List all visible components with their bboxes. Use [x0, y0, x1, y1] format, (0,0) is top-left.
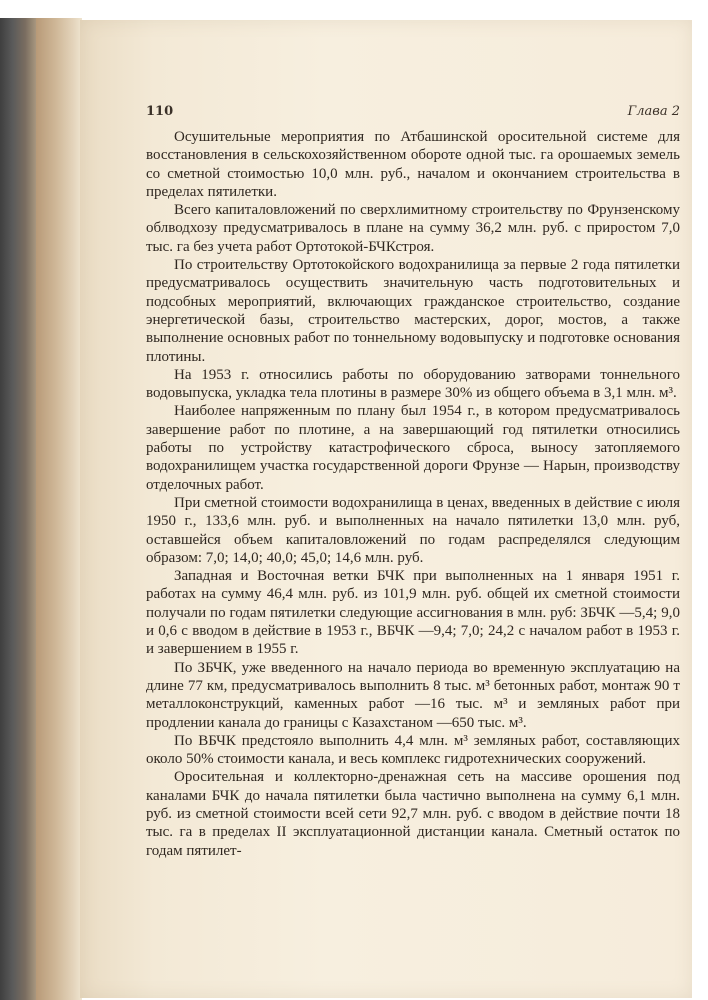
paragraph: Оросительная и коллекторно-дренажная сеть на массиве орошения под каналами БЧК до начала пятилетки была частично выполнена на сумму 6,1 млн. руб. из сметной стоимости всей сети 92,7 млн. руб. с вводом в действие почти 18 тыс. га в пределах II эксплуатационной дистанции канала. Сметный остаток по годам пятилет-: [146, 769, 680, 859]
paragraph: По ЗБЧК, уже введенного на начало периода во временную эксплуатацию на длине 77 км, предусматривалось выполнить 8 тыс. м³ бетонных работ, монтаж 90 т металлоконструкций, каменных работ —16 тыс. м³ и земляных работ при продлении канала до границы с Казахстаном —650 тыс. м³.: [146, 659, 680, 731]
paragraph: При сметной стоимости водохранилища в ценах, введенных в действие с июля 1950 г., 133,6 млн. руб. и выполненных на начало пятилетки 13,0 млн. руб, оставшейся объем капиталовложений по годам распределялся следующим образом: 7,0; 14,0; 40,0; 45,0; 14,6 млн. руб.: [146, 494, 680, 566]
paragraph: Западная и Восточная ветки БЧК при выполненных на 1 января 1951 г. работах на сумму 46,4 млн. руб. из 101,9 млн. руб. общей их сметной стоимости получали по годам пятилетки следующие ассигнования в млн. руб: ЗБЧК —5,4; 9,0 и 0,6 с вводом в действие в 1953 г., ВБЧК —9,4; 7,0; 24,2 с началом работ в 1953 г. и завершением в 1955 г.: [146, 568, 680, 658]
chapter-title: Глава 2: [627, 104, 680, 119]
running-header: [146, 104, 680, 122]
paragraph: По строительству Ортотокойского водохранилища за первые 2 года пятилетки предусматривалось осуществить значительную часть подготовительных и подсобных мероприятий, включающих гражданское строительство, создание энергетической базы, строительство мастерских, дорог, мостов, а также выполнение основных работ по тоннельному водовыпуску и подготовке основания плотины.: [146, 257, 680, 365]
paragraph: Осушительные мероприятия по Атбашинской оросительной системе для восстановления в сельскохозяйственном обороте одной тыс. га орошаемых земель со сметной стоимостью 10,0 млн. руб., началом и окончанием строительства в пределах пятилетки.: [146, 129, 680, 200]
paragraph: Всего капиталовложений по сверхлимитному строительству по Фрунзенскому облводхозу предусматривалось в плане на сумму 36,2 млн. руб. с приростом 7,0 тыс. га без учета работ Ортотокой-БЧКстроя.: [146, 202, 680, 255]
paragraph: Наиболее напряженным по плану был 1954 г., в котором предусматривалось завершение работ по плотине, а на завершающий год пятилетки относились работы по устройству катастрофического сброса, выносу затопляемого водохранилищем участка государственной дороги Фрунзе — Нарын, производству отделочных работ.: [146, 403, 680, 493]
page-number: 110: [146, 104, 174, 119]
body-text: [146, 128, 680, 860]
page-gutter: [36, 18, 82, 1000]
book-spine: [0, 18, 36, 1000]
paragraph: На 1953 г. относились работы по оборудованию затворами тоннельного водовыпуска, укладка тела плотины в размере 30% из общего объема в 3,1 млн. м³.: [146, 366, 680, 402]
paragraph: По ВБЧК предстояло выполнить 4,4 млн. м³ земляных работ, составляющих около 50% стоимости канала, и весь комплекс гидротехнических сооружений.: [146, 732, 680, 768]
